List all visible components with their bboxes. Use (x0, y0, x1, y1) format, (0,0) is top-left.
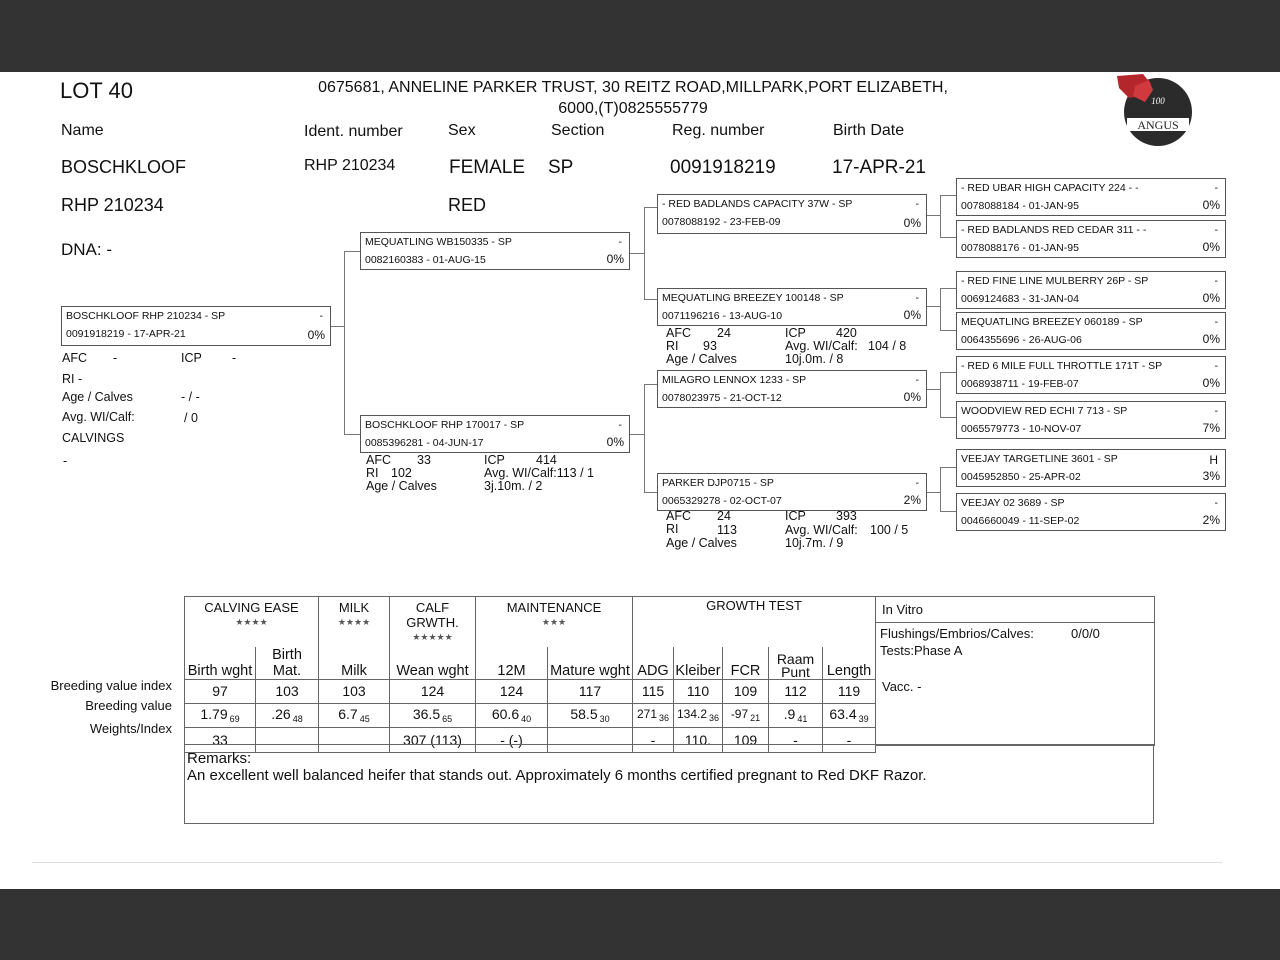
bv-cell (256, 703, 319, 727)
pedigree-box-ggp[interactable] (956, 449, 1226, 487)
connector (644, 207, 657, 208)
pedigree-flag: - (1214, 182, 1218, 194)
pedigree-box-dam-dam[interactable] (657, 473, 927, 511)
pedigree-reg: 0078088192 - 23-FEB-09 (662, 216, 781, 228)
pedigree-box-sire[interactable] (360, 232, 630, 270)
pedigree-name: VEEJAY TARGETLINE 3601 - SP (961, 453, 1118, 465)
group-maintenance (476, 597, 633, 647)
col-header: Milk (319, 647, 390, 680)
bvi-cell: 115 (633, 679, 674, 703)
pedigree-flag: - (1214, 275, 1218, 287)
tests-label: Tests:Phase A (880, 643, 963, 658)
pedigree-box-ggp[interactable] (956, 356, 1226, 394)
bv-cell (548, 703, 633, 727)
animal-name: BOSCHKLOOF (61, 157, 187, 177)
bv-value: 134.2 (676, 707, 707, 721)
bv-accuracy: 36 (659, 713, 670, 723)
animal-section: SP (548, 157, 574, 178)
bvi-cell: 103 (319, 679, 390, 703)
age-label: Age / Calves (62, 390, 133, 404)
pedigree-box-ggp[interactable] (956, 271, 1226, 309)
connector (940, 288, 956, 289)
pedigree-reg: 0046660049 - 11-SEP-02 (961, 515, 1080, 527)
pedigree-percent: 0% (606, 435, 624, 449)
wi-cell: 307 (113) (390, 727, 476, 752)
pedigree-reg: 0065329278 - 02-OCT-07 (662, 495, 782, 507)
page-divider (32, 862, 1222, 863)
in-vitro-title: In Vitro (882, 602, 923, 617)
bv-accuracy: 48 (292, 714, 303, 724)
bv-accuracy: 36 (709, 713, 720, 723)
icp-value: - (232, 351, 237, 365)
group-label: MAINTENANCE (506, 600, 602, 615)
icp-value: 420 (836, 326, 857, 340)
wi-cell: - (633, 727, 674, 752)
afc-label: AFC (666, 326, 691, 340)
pedigree-name: MEQUATLING BREEZEY 100148 - SP (662, 292, 844, 304)
group-label: GROWTH TEST (706, 598, 802, 613)
header-section: Section (551, 122, 605, 139)
connector (925, 306, 940, 307)
owner-line-1: 0675681, ANNELINE PARKER TRUST, 30 REITZ ROAD,MILLPARK,PORT ELIZABETH, (318, 79, 948, 96)
pedigree-box-ggp[interactable] (956, 312, 1226, 350)
star-rating: ★★★★★ (412, 632, 453, 642)
avg-label: Avg. WI/Calf: (785, 339, 858, 353)
pedigree-box-subject[interactable] (61, 306, 331, 346)
connector (644, 492, 657, 493)
pedigree-name: MEQUATLING WB150335 - SP (365, 236, 512, 248)
age-label: Age / Calves (666, 536, 737, 550)
afc-label: AFC (666, 509, 691, 523)
col-header: FCR (723, 647, 769, 680)
col-header: Birth Mat. (256, 647, 319, 680)
bv-value: -97 (730, 707, 749, 721)
col-header: Kleiber (674, 647, 723, 680)
ri-label: RI (666, 339, 679, 353)
bv-value: 63.4 (829, 706, 857, 722)
pedigree-flag: - (1214, 224, 1218, 236)
pedigree-box-sire-dam[interactable] (657, 288, 927, 326)
bv-accuracy: 30 (599, 714, 610, 724)
group-calving-ease (185, 597, 319, 647)
pedigree-name: PARKER DJP0715 - SP (662, 477, 774, 489)
icp-label: ICP (484, 453, 505, 467)
group-calf-growth (390, 597, 476, 647)
connector (940, 330, 956, 331)
pedigree-percent: 0% (903, 216, 921, 230)
connector (644, 384, 645, 492)
afc-value: 24 (717, 326, 731, 340)
bv-value: .26 (271, 706, 291, 722)
bv-accuracy: 39 (858, 714, 869, 724)
bvi-cell: 117 (548, 679, 633, 703)
bv-cell (633, 703, 674, 727)
row-label-bv: Breeding value (85, 698, 172, 713)
pedigree-box-dam[interactable] (360, 415, 630, 453)
subject-stats (61, 350, 321, 470)
connector (940, 467, 941, 511)
group-label: MILK (338, 600, 370, 615)
flushings-value: 0/0/0 (1071, 626, 1100, 641)
ri-label: RI (366, 466, 379, 480)
age-value: - / - (181, 390, 200, 404)
pedigree-reg: 0078088184 - 01-JAN-95 (961, 200, 1079, 212)
pedigree-box-dam-sire[interactable] (657, 370, 927, 408)
animal-ident: RHP 210234 (304, 157, 396, 174)
group-growth-test (633, 597, 876, 647)
bottom-bar (0, 889, 1280, 960)
bv-accuracy: 40 (521, 714, 532, 724)
afc-value: 24 (717, 509, 731, 523)
pedigree-flag: - (915, 477, 919, 489)
bv-cell (185, 703, 256, 727)
pedigree-flag: - (618, 419, 622, 431)
afc-value: 33 (417, 453, 431, 467)
ri-value: 93 (703, 339, 717, 353)
pedigree-flag: - (915, 292, 919, 304)
pedigree-flag: - (915, 198, 919, 210)
animal-colour: RED (448, 195, 487, 215)
pedigree-flag: - (1214, 497, 1218, 509)
bv-accuracy: 41 (797, 714, 808, 724)
pedigree-reg: 0045952850 - 25-APR-02 (961, 471, 1081, 483)
connector (940, 288, 941, 330)
wi-cell: - (769, 727, 823, 752)
col-header: ADG (633, 647, 674, 680)
col-header: Length (823, 647, 876, 680)
pedigree-percent: 2% (903, 493, 921, 507)
remarks-panel (184, 744, 1154, 824)
logo-year: 100 (1151, 96, 1165, 106)
pedigree-name: - RED UBAR HIGH CAPACITY 224 - - (961, 182, 1139, 194)
bv-value: 60.6 (491, 706, 520, 722)
header-name: Name (61, 122, 104, 139)
dam-dam-stats (666, 510, 926, 552)
pedigree-name: - RED BADLANDS RED CEDAR 311 - - (961, 224, 1147, 236)
pedigree-name: - RED FINE LINE MULBERRY 26P - SP (961, 275, 1149, 287)
pedigree-reg: 0082160383 - 01-AUG-15 (365, 254, 486, 266)
header-ident: Ident. number (304, 123, 403, 140)
connector (940, 372, 941, 417)
star-rating: ★★★★ (235, 617, 268, 627)
remarks-text: An excellent well balanced heifer that stands out. Approximately 6 months certified pregnant to Red DKF Razor. (187, 767, 927, 784)
avg-label: Avg. WI/Calf: (62, 410, 135, 424)
connector (940, 372, 956, 373)
ri-label: RI (666, 522, 679, 536)
bv-cell (823, 703, 876, 727)
connector (644, 207, 645, 299)
icp-label: ICP (785, 509, 806, 523)
connector (628, 253, 644, 254)
pedigree-box-sire-sire[interactable] (657, 194, 927, 234)
col-header: 12M (476, 647, 548, 680)
connector (344, 434, 360, 435)
pedigree-flag: - (915, 374, 919, 386)
pedigree-percent: 7% (1202, 421, 1220, 435)
animal-birth: 17-APR-21 (832, 157, 926, 178)
calvings-value: - (63, 454, 68, 468)
wi-cell: 33 (185, 727, 256, 752)
pedigree-name: MILAGRO LENNOX 1233 - SP (662, 374, 807, 386)
pedigree-percent: 0% (1202, 291, 1220, 305)
pedigree-flag: - (1214, 316, 1218, 328)
ri-label: RI - (62, 372, 83, 386)
star-rating: ★★★★ (337, 617, 371, 627)
icp-value: 414 (536, 453, 557, 467)
top-bar (0, 0, 1280, 72)
pedigree-percent: 0% (1202, 240, 1220, 254)
bv-value: 6.7 (338, 706, 358, 722)
remarks-title: Remarks: (187, 750, 252, 767)
star-rating: ★★★ (541, 617, 567, 627)
icp-value: 393 (836, 509, 857, 523)
avg-label: Avg. WI/Calf:113 / 1 (484, 466, 595, 480)
bv-cell (674, 703, 723, 727)
icp-label: ICP (785, 326, 806, 340)
wi-cell: 109 (723, 727, 769, 752)
bv-cell (476, 703, 548, 727)
pedigree-percent: 0% (307, 328, 325, 342)
avg-value: / 0 (184, 411, 198, 425)
ri-value: 102 (391, 466, 412, 480)
bv-accuracy: 21 (750, 713, 761, 723)
pedigree-box-ggp[interactable] (956, 178, 1226, 216)
age-label: Age / Calves (666, 352, 737, 366)
pedigree-name: BOSCHKLOOF RHP 170017 - SP (365, 419, 525, 431)
connector (940, 195, 956, 196)
connector (925, 389, 940, 390)
wi-cell: - (-) (476, 727, 548, 752)
owner-address (253, 77, 1013, 119)
pedigree-name: - RED 6 MILE FULL THROTTLE 171T - SP (961, 360, 1163, 372)
bv-value: 271 (636, 707, 657, 721)
pedigree-reg: 0065579773 - 10-NOV-07 (961, 423, 1082, 435)
connector (940, 195, 941, 237)
col-header: Mature wght (548, 647, 633, 680)
bv-value: 1.79 (200, 706, 228, 722)
bvi-cell: 119 (823, 679, 876, 703)
pedigree-percent: 0% (1202, 376, 1220, 390)
pedigree-name: MEQUATLING BREEZEY 060189 - SP (961, 316, 1143, 328)
afc-label: AFC (62, 351, 87, 365)
age-value: 3j.10m. / 2 (484, 479, 543, 493)
animal-name-2: RHP 210234 (61, 195, 164, 215)
pedigree-reg: 0078088176 - 01-JAN-95 (961, 242, 1079, 254)
header-reg: Reg. number (672, 122, 765, 139)
lot-number: LOT 40 (60, 78, 133, 103)
connector (940, 417, 956, 418)
header-birth: Birth Date (833, 122, 905, 139)
pedigree-percent: 3% (1202, 469, 1220, 483)
pedigree-percent: 0% (903, 308, 921, 322)
pedigree-reg: 0064355696 - 26-AUG-06 (961, 334, 1082, 346)
row-label-wi: Weights/Index (89, 721, 172, 736)
bv-value: 36.5 (412, 706, 441, 722)
pedigree-flag: - (1214, 405, 1218, 417)
vacc-label: Vacc. - (882, 679, 922, 694)
pedigree-percent: 0% (606, 252, 624, 266)
bv-cell (319, 703, 390, 727)
age-label: Age / Calves (366, 479, 437, 493)
bvi-cell: 109 (723, 679, 769, 703)
group-label: CALVING EASE (204, 600, 299, 615)
pedigree-name: VEEJAY 02 3689 - SP (961, 497, 1065, 509)
connector (628, 434, 644, 435)
logo-text: ANGUS (1137, 118, 1179, 132)
bv-accuracy: 69 (229, 714, 240, 724)
pedigree-reg: 0078023975 - 21-OCT-12 (662, 392, 782, 404)
bv-accuracy: 65 (442, 714, 453, 724)
col-header: Raam Punt (769, 647, 823, 680)
ri-value: 113 (717, 523, 737, 537)
bv-value: .9 (783, 706, 796, 722)
pedigree-percent: 0% (1202, 198, 1220, 212)
pedigree-reg: 0071196216 - 13-AUG-10 (662, 310, 783, 322)
bv-cell (723, 703, 769, 727)
afc-value: - (113, 351, 118, 365)
connector (925, 215, 940, 216)
group-milk (319, 597, 390, 647)
animal-reg: 0091918219 (670, 157, 776, 178)
pedigree-percent: 0% (1202, 332, 1220, 346)
row-label-bvi: Breeding value index (50, 678, 172, 693)
connector (940, 237, 956, 238)
age-value: 10j.0m. / 8 (785, 352, 844, 366)
pedigree-reg: 0069124683 - 31-JAN-04 (961, 293, 1079, 305)
connector (344, 251, 345, 434)
bv-cell (769, 703, 823, 727)
pedigree-reg: 0068938711 - 19-FEB-07 (961, 378, 1079, 390)
age-value: 10j.7m. / 9 (785, 536, 844, 550)
animal-sex: FEMALE (449, 157, 526, 178)
avg-value: 100 / 5 (870, 523, 909, 537)
afc-label: AFC (366, 453, 391, 467)
bvi-cell: 103 (256, 679, 319, 703)
calvings-label: CALVINGS (62, 431, 125, 445)
bvi-cell: 112 (769, 679, 823, 703)
sire-dam-stats (666, 327, 926, 369)
pedigree-flag: - (1214, 360, 1218, 372)
pedigree-reg: 0091918219 - 17-APR-21 (66, 328, 186, 340)
col-header: Wean wght (390, 647, 476, 680)
angus-logo (1113, 72, 1195, 146)
bvi-cell: 124 (390, 679, 476, 703)
avg-label: Avg. WI/Calf: (785, 523, 858, 537)
pedigree-flag: - (319, 310, 323, 322)
angus-logo-icon (1113, 72, 1195, 146)
bv-value: 58.5 (570, 706, 598, 722)
pedigree-flag: - (618, 236, 622, 248)
avg-value: 104 / 8 (868, 339, 907, 353)
pedigree-name: - RED BADLANDS CAPACITY 37W - SP (662, 198, 853, 210)
animal-dna: DNA: - (61, 240, 112, 259)
connector (644, 299, 657, 300)
wi-cell: - (823, 727, 876, 752)
bv-accuracy: 45 (359, 714, 370, 724)
pedigree-name: WOODVIEW RED ECHI 7 713 - SP (961, 405, 1128, 417)
bv-cell (390, 703, 476, 727)
icp-label: ICP (181, 351, 202, 365)
pedigree-flag: H (1209, 453, 1218, 467)
connector (940, 511, 956, 512)
pedigree-box-ggp[interactable] (956, 220, 1226, 258)
connector (644, 384, 657, 385)
bvi-cell: 97 (185, 679, 256, 703)
header-sex: Sex (448, 122, 476, 139)
pedigree-percent: 0% (903, 390, 921, 404)
bvi-cell: 124 (476, 679, 548, 703)
pedigree-box-ggp[interactable] (956, 401, 1226, 439)
divider (876, 622, 1154, 623)
flushings-label: Flushings/Embrios/Calves: (880, 626, 1034, 641)
col-header: Birth wght (185, 647, 256, 680)
connector (344, 251, 360, 252)
connector (940, 467, 956, 468)
owner-line-2: 6000,(T)0825555779 (558, 100, 708, 117)
connector (329, 326, 344, 327)
bvi-cell: 110 (674, 679, 723, 703)
in-vitro-panel (875, 596, 1155, 746)
pedigree-percent: 2% (1202, 513, 1220, 527)
group-label: CALF GRWTH. (406, 600, 459, 630)
pedigree-reg: 0085396281 - 04-JUN-17 (365, 437, 484, 449)
pedigree-box-ggp[interactable] (956, 493, 1226, 531)
dam-stats (366, 454, 626, 496)
connector (925, 492, 940, 493)
breeding-value-table (184, 596, 876, 753)
wi-cell: 110. (674, 727, 723, 752)
pedigree-name: BOSCHKLOOF RHP 210234 - SP (66, 310, 226, 322)
